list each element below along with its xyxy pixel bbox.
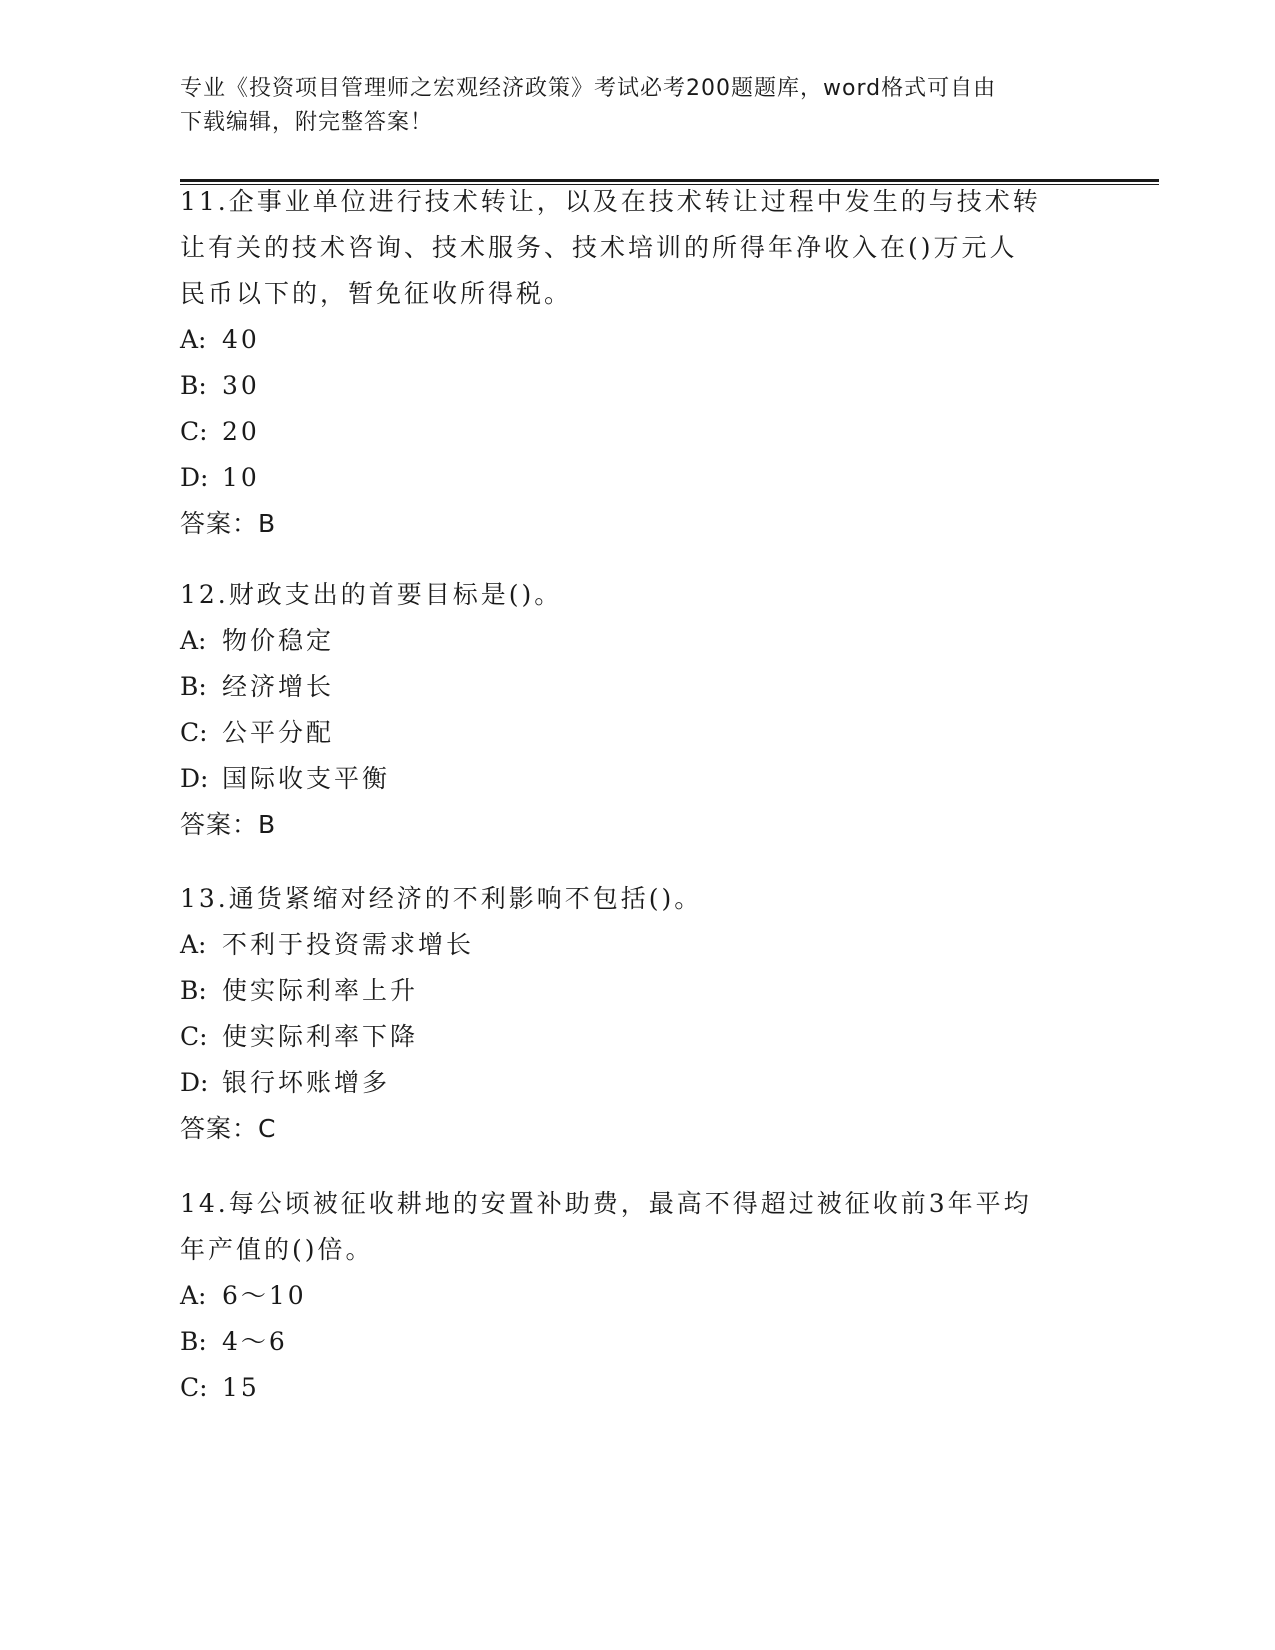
option-a xyxy=(180,1273,1080,1319)
option-b xyxy=(180,363,1080,409)
option-b xyxy=(180,1319,1080,1365)
option-a xyxy=(180,317,1080,363)
option-key: B: xyxy=(180,672,207,701)
option-c xyxy=(180,409,1080,455)
option-text: 使实际利率上升 xyxy=(222,976,419,1005)
option-text: 国际收支平衡 xyxy=(222,764,391,793)
option-c xyxy=(180,1365,1080,1411)
question-text-line: 民币以下的，暂免征收所得税。 xyxy=(180,279,573,308)
option-text: 不利于投资需求增长 xyxy=(222,930,475,959)
option-c xyxy=(180,1014,1080,1060)
option-text: 15 xyxy=(222,1373,260,1402)
question-13 xyxy=(180,876,1080,1152)
option-key: A: xyxy=(180,626,207,655)
option-text: 6～10 xyxy=(222,1281,307,1310)
option-b xyxy=(180,968,1080,1014)
question-text-line: 12.财政支出的首要目标是()。 xyxy=(180,580,563,609)
option-text: 经济增长 xyxy=(222,672,335,701)
option-c xyxy=(180,710,1080,756)
option-text: 30 xyxy=(222,371,260,400)
option-d xyxy=(180,756,1080,802)
option-key: C: xyxy=(180,718,208,747)
option-key: A: xyxy=(180,1281,207,1310)
header-line-1: 专业《投资项目管理师之宏观经济政策》考试必考200题题库，word格式可自由 xyxy=(180,76,997,101)
option-text: 10 xyxy=(222,463,260,492)
question-text-line: 14.每公顷被征收耕地的安置补助费，最高不得超过被征收前3年平均 xyxy=(180,1189,1032,1218)
answer-line: 答案：B xyxy=(180,810,277,839)
question-text-line: 年产值的()倍。 xyxy=(180,1235,374,1264)
question-text-line: 让有关的技术咨询、技术服务、技术培训的所得年净收入在()万元人 xyxy=(180,233,1018,262)
option-key: B: xyxy=(180,371,207,400)
option-text: 4～6 xyxy=(222,1327,288,1356)
option-key: C: xyxy=(180,1022,208,1051)
option-key: A: xyxy=(180,930,207,959)
option-a xyxy=(180,922,1080,968)
option-text: 公平分配 xyxy=(222,718,335,747)
answer-line: 答案：C xyxy=(180,1114,277,1143)
question-12 xyxy=(180,572,1080,848)
option-text: 40 xyxy=(222,325,260,354)
option-b xyxy=(180,664,1080,710)
option-key: D: xyxy=(180,1068,209,1097)
option-d xyxy=(180,1060,1080,1106)
option-text: 20 xyxy=(222,417,260,446)
option-text: 银行坏账增多 xyxy=(222,1068,391,1097)
option-a xyxy=(180,618,1080,664)
answer-line: 答案：B xyxy=(180,509,277,538)
document-header xyxy=(180,72,1040,140)
option-text: 物价稳定 xyxy=(222,626,335,655)
option-d xyxy=(180,455,1080,501)
question-14 xyxy=(180,1181,1080,1411)
option-key: D: xyxy=(180,463,209,492)
option-key: C: xyxy=(180,417,208,446)
option-key: B: xyxy=(180,976,207,1005)
question-11 xyxy=(180,179,1080,547)
question-text-line: 13.通货紧缩对经济的不利影响不包括()。 xyxy=(180,884,703,913)
header-line-2: 下载编辑，附完整答案！ xyxy=(180,110,434,135)
option-key: D: xyxy=(180,764,209,793)
option-key: C: xyxy=(180,1373,208,1402)
option-key: B: xyxy=(180,1327,207,1356)
option-text: 使实际利率下降 xyxy=(222,1022,419,1051)
option-key: A: xyxy=(180,325,207,354)
question-text-line: 11.企事业单位进行技术转让，以及在技术转让过程中发生的与技术转 xyxy=(180,187,1041,216)
